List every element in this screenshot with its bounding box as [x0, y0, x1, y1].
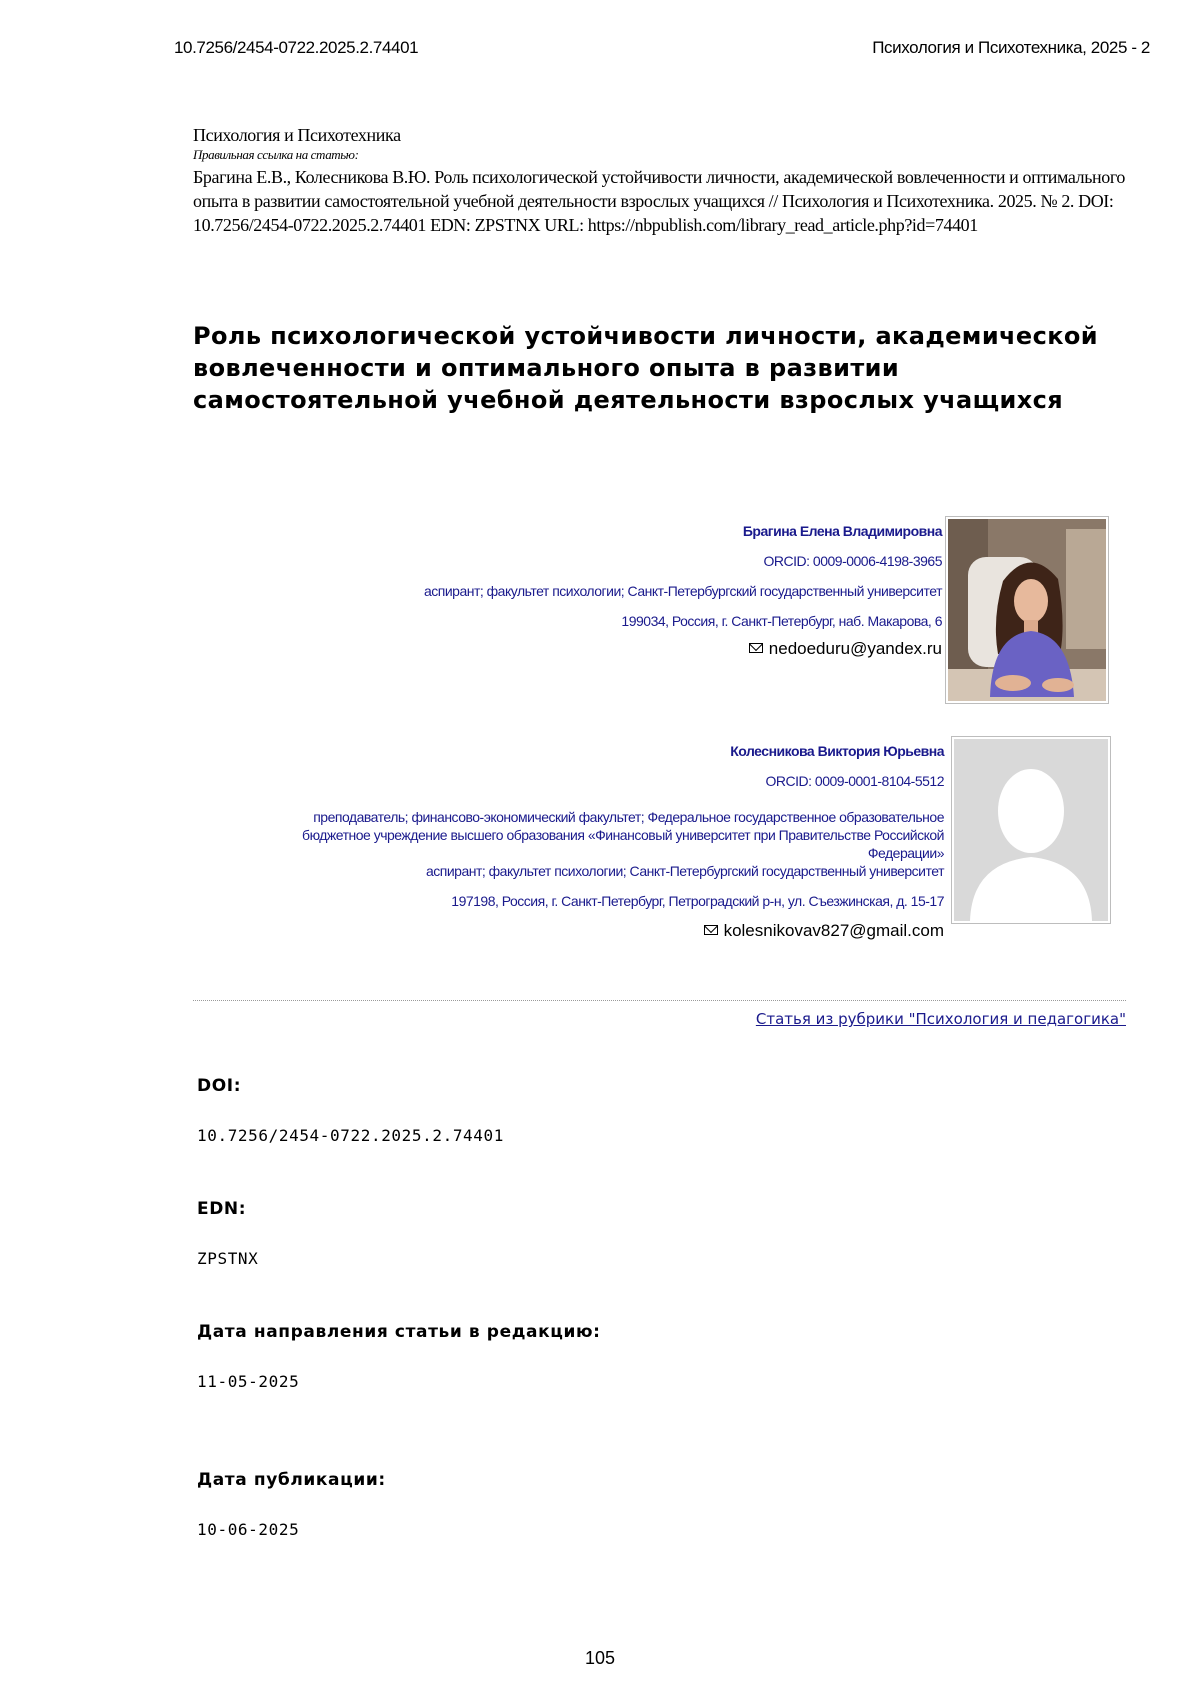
author-photo [948, 519, 1106, 701]
author-2-email-line[interactable] [244, 922, 944, 940]
author-2-email[interactable]: kolesnikovav827@gmail.com [723, 921, 944, 940]
submitted-label: Дата направления статьи в редакцию: [197, 1322, 601, 1342]
author-1-email[interactable]: nedoeduru@yandex.ru [768, 639, 942, 658]
author-1-info [382, 522, 942, 658]
running-header [0, 38, 1200, 62]
doi-label: DOI: [197, 1076, 242, 1096]
page-number: 105 [584, 1648, 616, 1668]
published-value: 10-06-2025 [197, 1520, 300, 1539]
author-1-photo [945, 516, 1109, 704]
author-2-address: 197198, Россия, г. Санкт-Петербург, Петроградский р-н, ул. Съезжинская, д. 15-17 [451, 893, 944, 909]
rubric-link[interactable]: Статья из рубрики "Психология и педагогика" [755, 1010, 1126, 1028]
citation-label: Правильная ссылка на статью: [193, 147, 359, 162]
envelope-icon [704, 925, 718, 935]
edn-value: ZPSTNX [197, 1249, 259, 1268]
author-2-position: преподаватель; финансово-экономический факультет; Федеральное государственное образовательное бюджетное учреждение высшего образования «Финансовый университет при Правительстве Российской Федерации» [302, 809, 944, 861]
author-2-position-2: аспирант; факультет психологии; Санкт-Петербургский государственный университет [425, 863, 944, 879]
citation-journal: Психология и Психотехника [193, 125, 401, 145]
author-1-orcid[interactable]: ORCID: 0009-0006-4198-3965 [763, 553, 942, 569]
avatar-placeholder-icon [954, 739, 1108, 921]
author-2-name: Колесникова Виктория Юрьевна [730, 743, 944, 759]
author-2-orcid[interactable]: ORCID: 0009-0001-8104-5512 [765, 773, 944, 789]
article-title: Роль психологической устойчивости личности, академической вовлеченности и оптимального опыта в развитии самостоятельной учебной деятельности взрослых учащихся [193, 322, 1099, 414]
envelope-icon [749, 643, 763, 653]
author-1-address: 199034, Россия, г. Санкт-Петербург, наб. Макарова, 6 [621, 613, 942, 629]
submitted-value: 11-05-2025 [197, 1372, 300, 1391]
author-1-name: Брагина Елена Владимировна [742, 523, 942, 539]
author-1-position: аспирант; факультет психологии; Санкт-Петербургский государственный университет [423, 583, 942, 599]
published-label: Дата публикации: [197, 1470, 386, 1490]
header-doi: 10.7256/2454-0722.2025.2.74401 [174, 38, 419, 57]
author-1-email-line[interactable] [382, 640, 942, 658]
edn-label: EDN: [197, 1199, 247, 1219]
section-divider [193, 1000, 1126, 1001]
citation-block [193, 124, 1153, 237]
doi-value: 10.7256/2454-0722.2025.2.74401 [197, 1126, 504, 1145]
header-journal-issue: Психология и Психотехника, 2025 - 2 [872, 38, 1150, 57]
author-2-info [244, 742, 944, 940]
author-2-photo [951, 736, 1111, 924]
citation-text: Брагина Е.В., Колесникова В.Ю. Роль психологической устойчивости личности, академической вовлеченности и оптимального опыта в развитии самостоятельной учебной деятельности взрослых учащихся // Психология и Психотехника. 2025. № 2. DOI: 10.7256/2454-0722.2025.2.74401 EDN: ZPSTNX URL: https://nbpublish.com/library_read_article.php?id=74401 [193, 167, 1125, 235]
